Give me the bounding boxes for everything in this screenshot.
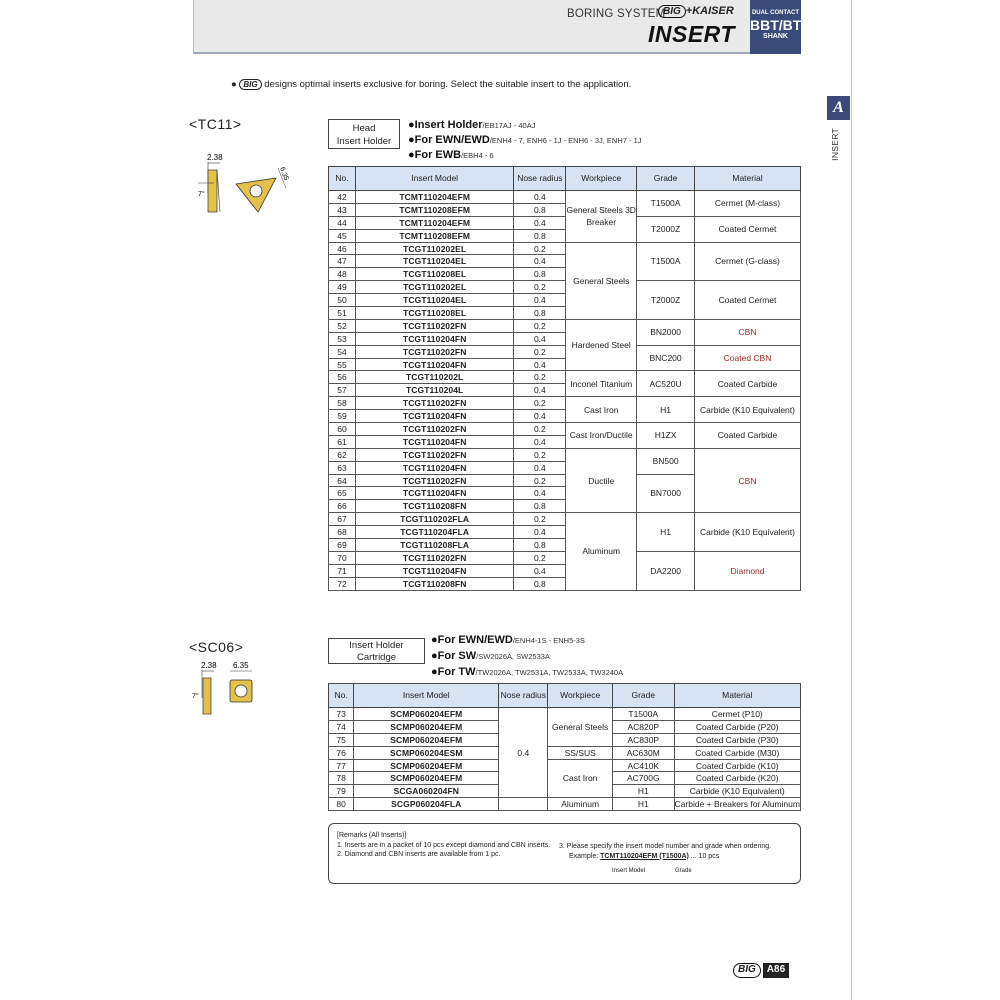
material-cell: Coated Carbide (695, 423, 801, 449)
sc06-holder-box-line1: Insert Holder (349, 640, 404, 651)
material-cell: Carbide + Breakers for Aluminum (674, 799, 800, 810)
tc11-dim-ic: 6.35 (278, 166, 290, 182)
table-row (329, 423, 801, 436)
workpiece-cell: Inconel Titanium (566, 371, 637, 397)
page-title: INSERT (648, 21, 735, 47)
insert-model: TCGT110202FN (355, 551, 514, 564)
workpiece-cell: Cast Iron/Ductile (566, 423, 637, 449)
row-number: 44 (329, 216, 356, 229)
table-row (329, 345, 801, 358)
grade-cell: AC520U (637, 371, 695, 397)
material-cell: Carbide (K10 Equivalent) (674, 785, 800, 798)
insert-model: SCMP060204EFM (354, 759, 499, 772)
remarks-example-value: TCMT110204EFM (T1500A) (600, 852, 689, 860)
sc06-insert-drawing (190, 658, 270, 723)
table-row (329, 371, 801, 384)
remarks-item-3: 3. Please specify the insert model number and grade when ordering. (559, 843, 772, 850)
nose-radius: 0.2 (514, 474, 566, 487)
nose-radius: 0.8 (514, 203, 566, 216)
row-number: 51 (329, 307, 356, 320)
tc11-holder-main-2: ●For EWN/EWD (408, 134, 490, 146)
material-cell: Carbide (K10 Equivalent) (695, 397, 801, 423)
workpiece-cell: SS/SUS (548, 746, 613, 759)
row-number: 53 (329, 332, 356, 345)
row-number: 48 (329, 268, 356, 281)
remarks-item-2: 2. Diamond and CBN inserts are available from 1 pc. (337, 851, 501, 858)
insert-model: TCGT110202FN (355, 448, 514, 461)
intro-body: designs optimal inserts exclusive for boring. Select the suitable insert to the application. (264, 79, 632, 90)
row-number: 77 (329, 759, 354, 772)
sc06-header-material: Material (674, 684, 800, 708)
nose-radius: 0.4 (514, 384, 566, 397)
insert-model: TCMT110208EFM (355, 203, 514, 216)
row-number: 52 (329, 319, 356, 332)
material-cell: Coated Carbide (P30) (674, 733, 800, 746)
insert-model: TCGT110202FN (355, 423, 514, 436)
row-number: 56 (329, 371, 356, 384)
row-number: 49 (329, 281, 356, 294)
remarks-sub-model: Insert Model (612, 868, 646, 874)
workpiece-cell: Aluminum (548, 798, 613, 811)
grade-cell: H1 (613, 785, 674, 798)
insert-model: TCGT110204FN (355, 487, 514, 500)
workpiece-cell: General Steels (548, 708, 613, 747)
nose-radius: 0.8 (514, 307, 566, 320)
row-number: 47 (329, 255, 356, 268)
tc11-dim-angle: 7° (198, 191, 205, 198)
nose-radius: 0.4 (514, 332, 566, 345)
insert-model: SCMP060204EFM (354, 772, 499, 785)
grade-cell: BN500 (637, 448, 695, 474)
material-cell: Coated Carbide (P20) (674, 720, 800, 733)
insert-model: TCGT110202FLA (355, 513, 514, 526)
insert-model: SCMP060204EFM (354, 720, 499, 733)
row-number: 63 (329, 461, 356, 474)
tc11-header-material: Material (695, 167, 801, 191)
tc11-title: <TC11> (189, 116, 242, 132)
row-number: 59 (329, 410, 356, 423)
grade-cell: AC700G (613, 772, 674, 785)
footer-brand: BIG (733, 963, 761, 978)
grade-cell: T1500A (637, 242, 695, 281)
insert-model: TCGT110202L (355, 371, 514, 384)
nose-radius: 0.2 (514, 281, 566, 294)
insert-model: TCGT110208FN (355, 577, 514, 590)
tc11-holder-box-line1: Head (352, 123, 376, 134)
nose-radius: 0.4 (499, 708, 548, 798)
header-divider (193, 0, 194, 54)
insert-model: TCGT110208FLA (355, 539, 514, 552)
tc11-insert-drawing (190, 150, 302, 225)
workpiece-cell: Cast Iron (566, 397, 637, 423)
tc11-holder-box (328, 119, 400, 149)
nose-radius: 0.8 (514, 229, 566, 242)
insert-model: TCGT110202FN (355, 319, 514, 332)
material-cell: Coated Carbide (K10) (674, 759, 800, 772)
material-cell: Coated Cermet (695, 281, 801, 320)
nose-radius: 0.2 (514, 397, 566, 410)
section-tab-label: INSERT (830, 128, 840, 161)
insert-model: TCMT110204EFM (355, 216, 514, 229)
insert-model: TCGT110208FN (355, 500, 514, 513)
grade-cell: H1 (637, 397, 695, 423)
row-number: 66 (329, 500, 356, 513)
remarks-column-2 (559, 842, 771, 861)
nose-radius: 0.4 (514, 191, 566, 204)
boring-system-label: BORING SYSTEM (567, 8, 666, 20)
nose-radius: 0.2 (514, 423, 566, 436)
remarks-box (328, 823, 801, 884)
nose-radius: 0.2 (514, 448, 566, 461)
sc06-holder-main-3: ●For TW (431, 666, 476, 678)
tc11-holder-sub-2: /ENH4 - 7, ENH6 - 1J - ENH6 - 3J, ENH7 - 1J (489, 136, 642, 145)
insert-model: TCGT110202FN (355, 474, 514, 487)
row-number: 62 (329, 448, 356, 461)
sc06-holder-box (328, 638, 425, 664)
row-number: 54 (329, 345, 356, 358)
sc06-holder-sub-1: /ENH4-1S - ENH5-3S (512, 636, 585, 645)
sc06-header-no: No. (329, 684, 354, 708)
sc06-header-model: Insert Model (354, 684, 499, 708)
sc06-holder-main-2: ●For SW (431, 650, 477, 662)
insert-model: TCGT110204FN (355, 410, 514, 423)
workpiece-cell: Hardened Steel (566, 319, 637, 371)
table-row (329, 242, 801, 255)
tc11-holder-sub-1: /EB17AJ - 40AJ (482, 121, 536, 130)
insert-model: TCGT110208EL (355, 268, 514, 281)
insert-model: SCGP060204FLA (354, 798, 499, 811)
intro-text (231, 79, 631, 90)
nose-radius: 0.8 (514, 577, 566, 590)
grade-cell: H1 (637, 513, 695, 552)
sc06-header-workpiece: Workpiece (548, 684, 613, 708)
nose-radius: 0.8 (514, 500, 566, 513)
workpiece-cell: Cast Iron (548, 759, 613, 798)
grade-cell: H1 (613, 798, 674, 811)
tc11-holder-sub-3: /EBH4 - 6 (461, 151, 494, 160)
material-cell: Cermet (P10) (674, 708, 800, 721)
row-number: 42 (329, 191, 356, 204)
grade-cell: T2000Z (637, 216, 695, 242)
workpiece-cell: General Steels 3D Breaker (566, 191, 637, 243)
nose-radius: 0.4 (514, 435, 566, 448)
sc06-title: <SC06> (189, 639, 244, 655)
table-row (329, 281, 801, 294)
brand-logo (658, 5, 734, 18)
row-number: 80 (329, 798, 354, 811)
insert-model: TCGT110204L (355, 384, 514, 397)
insert-model: TCGT110204FN (355, 358, 514, 371)
table-row (329, 746, 801, 759)
nose-radius: 0.2 (514, 242, 566, 255)
row-number: 74 (329, 720, 354, 733)
nose-radius: 0.2 (514, 513, 566, 526)
table-row (329, 448, 801, 461)
row-number: 64 (329, 474, 356, 487)
grade-cell: AC410K (613, 759, 674, 772)
sc06-header-nose: Nose radius (499, 684, 548, 708)
sc06-holder-sub-3: /TW2026A, TW2531A, TW2533A, TW3240A (475, 668, 624, 677)
insert-model: TCGT110202EL (355, 242, 514, 255)
nose-radius: 0.4 (514, 526, 566, 539)
sc06-spec-table (328, 683, 801, 811)
grade-cell: T1500A (637, 191, 695, 217)
nose-radius: 0.4 (514, 410, 566, 423)
row-number: 45 (329, 229, 356, 242)
workpiece-cell: General Steels (566, 242, 637, 319)
row-number: 46 (329, 242, 356, 255)
tc11-header-no: No. (329, 167, 356, 191)
material-cell: Coated Carbide (M30) (674, 746, 800, 759)
insert-model: SCGA060204FN (354, 785, 499, 798)
brand-partner: +KAISER (685, 5, 734, 17)
badge-bottom: SHANK (763, 33, 788, 40)
remarks-item-1: 1. Inserts are in a packet of 10 pcs except diamond and CBN inserts. (337, 841, 551, 849)
insert-model: TCGT110204FN (355, 435, 514, 448)
section-tab-a[interactable]: A (827, 96, 850, 120)
insert-model: SCMP060204EFM (354, 733, 499, 746)
table-row (329, 513, 801, 526)
grade-cell: BNC200 (637, 345, 695, 371)
material-cell: Carbide (K10 Equivalent) (695, 513, 801, 552)
sc06-holder-line-3 (431, 666, 623, 678)
sc06-table-body (329, 708, 801, 811)
nose-radius: 0.4 (514, 564, 566, 577)
workpiece-cell: Ductile (566, 448, 637, 512)
sc06-holder-box-line2: Cartridge (356, 652, 397, 663)
insert-model: TCGT110204FN (355, 461, 514, 474)
grade-cell: BN2000 (637, 319, 695, 345)
material-cell: Coated Carbide (K20) (674, 772, 800, 785)
sc06-dim-angle: 7° (192, 693, 199, 700)
grade-cell: H1ZX (637, 423, 695, 449)
material-cell: Coated CBN (695, 345, 801, 371)
grade-cell: AC830P (613, 733, 674, 746)
grade-cell: DA2200 (637, 551, 695, 590)
insert-model: TCGT110202EL (355, 281, 514, 294)
remarks-title: [Remarks (All Inserts)] (337, 832, 407, 839)
row-number: 79 (329, 785, 354, 798)
row-number: 71 (329, 564, 356, 577)
insert-model: TCGT110208EL (355, 307, 514, 320)
tc11-header-workpiece: Workpiece (566, 167, 637, 191)
tc11-table-body (329, 191, 801, 591)
insert-model: SCMP060204ESM (354, 746, 499, 759)
table-row (329, 551, 801, 564)
tc11-holder-main-3: ●For EWB (408, 149, 462, 161)
row-number: 65 (329, 487, 356, 500)
row-number: 50 (329, 294, 356, 307)
nose-radius: 0.4 (514, 255, 566, 268)
insert-model: TCGT110202FN (355, 345, 514, 358)
insert-model: SCMP060204EFM (354, 708, 499, 721)
tc11-holder-line-1 (408, 119, 535, 131)
remarks-example-label: Example: (569, 852, 599, 860)
nose-radius: 0.2 (514, 319, 566, 332)
row-number: 78 (329, 772, 354, 785)
table-row (329, 216, 801, 229)
badge-top: DUAL CONTACT (751, 10, 800, 16)
tc11-holder-line-3 (408, 149, 494, 161)
row-number: 73 (329, 708, 354, 721)
grade-cell: T1500A (613, 708, 674, 721)
table-row (329, 759, 801, 772)
tc11-header-grade: Grade (637, 167, 695, 191)
table-row (329, 319, 801, 332)
page-number: A86 (763, 963, 789, 978)
grade-cell: BN7000 (637, 474, 695, 513)
sc06-holder-main-1: ●For EWN/EWD (431, 634, 513, 646)
footer-page-marker (733, 963, 789, 978)
tc11-holder-box-line2: Insert Holder (336, 136, 392, 147)
grade-cell: T2000Z (637, 281, 695, 320)
row-number: 76 (329, 746, 354, 759)
insert-model: TCGT110204EL (355, 294, 514, 307)
remarks-example-suffix: ... 10 pcs (690, 852, 720, 860)
nose-radius: 0.8 (514, 268, 566, 281)
sc06-holder-line-1 (431, 634, 585, 646)
insert-model: TCGT110204FN (355, 332, 514, 345)
row-number: 58 (329, 397, 356, 410)
table-row (329, 798, 801, 811)
row-number: 43 (329, 203, 356, 216)
nose-radius: 0.4 (514, 461, 566, 474)
material-cell: CBN (695, 448, 801, 512)
insert-model: TCGT110202FN (355, 397, 514, 410)
tc11-holder-main-1: ●Insert Holder (408, 119, 483, 131)
material-cell: Coated Carbide (695, 371, 801, 397)
table-row (329, 191, 801, 204)
table-row (329, 708, 801, 721)
intro-bullet: ● (231, 79, 237, 90)
row-number: 57 (329, 384, 356, 397)
row-number: 69 (329, 539, 356, 552)
table-row (329, 397, 801, 410)
nose-radius-empty (499, 798, 548, 811)
nose-radius: 0.2 (514, 371, 566, 384)
insert-model: TCMT110208EFM (355, 229, 514, 242)
row-number: 68 (329, 526, 356, 539)
tc11-spec-table (328, 166, 801, 591)
sc06-dim-width: 2.38 (201, 661, 217, 670)
remarks-example (559, 852, 771, 862)
nose-radius: 0.4 (514, 216, 566, 229)
sc06-header-grade: Grade (613, 684, 674, 708)
row-number: 75 (329, 733, 354, 746)
insert-model: TCGT110204FN (355, 564, 514, 577)
tc11-header-model: Insert Model (355, 167, 514, 191)
material-cell: Diamond (695, 551, 801, 590)
row-number: 67 (329, 513, 356, 526)
nose-radius: 0.2 (514, 551, 566, 564)
tc11-holder-line-2 (408, 134, 642, 146)
material-cell: Cermet (M-class) (695, 191, 801, 217)
nose-radius: 0.4 (514, 487, 566, 500)
workpiece-cell: Aluminum (566, 513, 637, 590)
row-number: 70 (329, 551, 356, 564)
tc11-header-nose: Nose radius (514, 167, 566, 191)
material-cell: Cermet (G-class) (695, 242, 801, 281)
nose-radius: 0.8 (514, 539, 566, 552)
row-number: 72 (329, 577, 356, 590)
intro-brand: BIG (239, 79, 261, 90)
badge-mid: BBT/BT (750, 17, 802, 33)
material-cell: Coated Cermet (695, 216, 801, 242)
material-cell: CBN (695, 319, 801, 345)
nose-radius: 0.4 (514, 294, 566, 307)
shank-badge (750, 0, 801, 54)
grade-cell: AC820P (613, 720, 674, 733)
nose-radius: 0.2 (514, 345, 566, 358)
grade-cell: AC630M (613, 746, 674, 759)
row-number: 60 (329, 423, 356, 436)
sc06-dim-ic: 6.35 (233, 661, 249, 670)
insert-model: TCMT110204EFM (355, 191, 514, 204)
sc06-holder-line-2 (431, 650, 550, 662)
remarks-sub-grade: Grade (675, 868, 692, 874)
row-number: 61 (329, 435, 356, 448)
brand-big: BIG (658, 5, 686, 18)
tc11-dim-width: 2.38 (207, 153, 223, 162)
sc06-holder-sub-2: /SW2026A, SW2533A (476, 652, 550, 661)
insert-model: TCGT110204EL (355, 255, 514, 268)
insert-model: TCGT110204FLA (355, 526, 514, 539)
row-number: 55 (329, 358, 356, 371)
nose-radius: 0.4 (514, 358, 566, 371)
